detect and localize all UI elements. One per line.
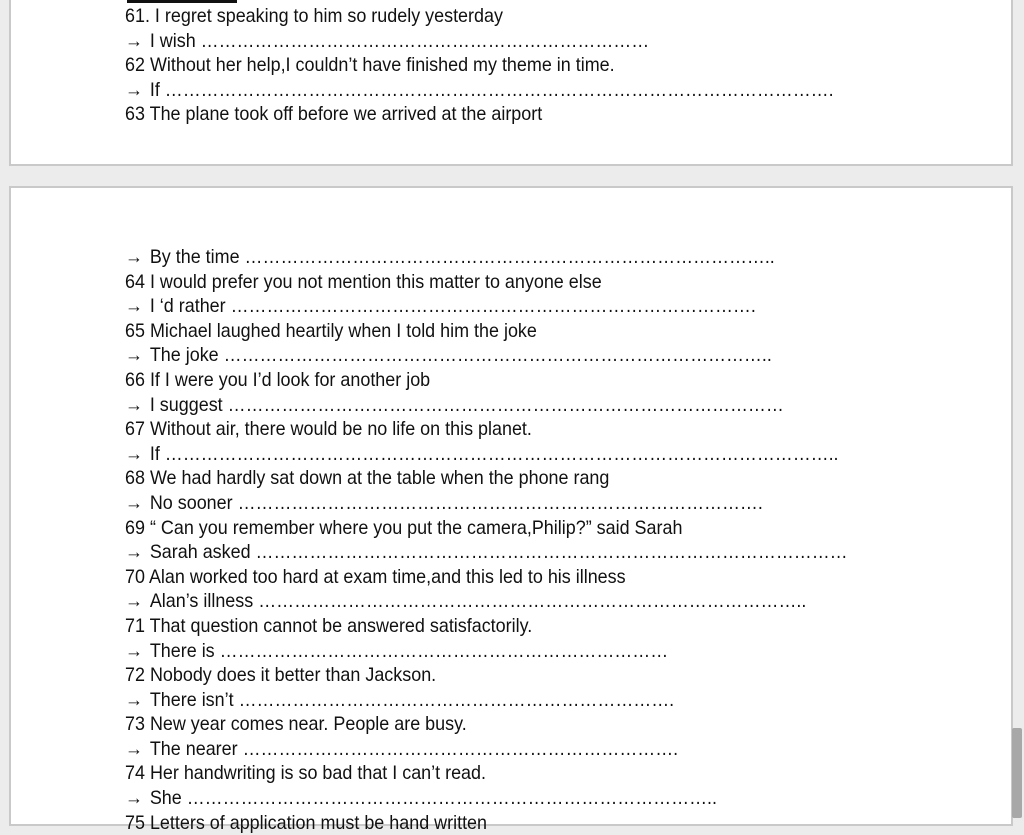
arrow-right-icon: → xyxy=(125,491,143,514)
question-line: 64 I would prefer you not mention this matter to anyone else xyxy=(125,270,602,293)
answer-line: → No sooner ……………………………………………………………………………. xyxy=(125,491,763,514)
question-line: 63 The plane took off before we arrived at the airport xyxy=(125,103,543,126)
page-2-text xyxy=(125,245,848,835)
arrow-right-icon: → xyxy=(125,295,143,318)
question-line: 72 Nobody does it better than Jackson. xyxy=(125,664,437,687)
question-line: 66 If I were you I’d look for another job xyxy=(125,368,431,391)
question-line: 61. I regret speaking to him so rudely yesterday xyxy=(125,5,503,27)
arrow-right-icon: → xyxy=(125,639,143,662)
arrow-right-icon: → xyxy=(125,442,143,465)
answer-line: → If ………………………………………………………………………………………………….. xyxy=(125,442,839,465)
answer-line: → The nearer ………………………………………………………………. xyxy=(125,737,679,760)
answer-line: → If …………………………………………………………………………………………………. xyxy=(125,78,834,101)
answer-line: → Alan’s illness ……………………………………………………………………………….. xyxy=(125,590,807,613)
arrow-right-icon: → xyxy=(125,541,143,564)
arrow-right-icon: → xyxy=(125,344,143,367)
question-line: 70 Alan worked too hard at exam time,and this led to his illness xyxy=(125,565,626,588)
arrow-right-icon: → xyxy=(125,78,143,101)
answer-line: → By the time …………………………………………………………………………….. xyxy=(125,246,775,268)
vertical-scrollbar[interactable] xyxy=(1013,0,1024,814)
arrow-right-icon: → xyxy=(125,787,143,810)
answer-line: → The joke ……………………………………………………………………………….. xyxy=(125,344,772,367)
question-line: 68 We had hardly sat down at the table when the phone rang xyxy=(125,467,610,490)
answer-line: → I wish ………………………………………………………………… xyxy=(125,29,650,52)
arrow-right-icon: → xyxy=(125,688,143,711)
answer-line: → I suggest ………………………………………………………………………………… xyxy=(125,393,784,416)
question-line: 74 Her handwriting is so bad that I can’t read. xyxy=(125,762,486,785)
arrow-right-icon: → xyxy=(125,590,143,613)
question-line: 69 “ Can you remember where you put the camera,Philip?” said Sarah xyxy=(125,516,683,539)
title-underline xyxy=(127,0,237,3)
arrow-right-icon: → xyxy=(125,737,143,760)
scrollbar-thumb[interactable] xyxy=(1012,728,1022,818)
question-line: 65 Michael laughed heartily when I told him the joke xyxy=(125,319,537,342)
arrow-right-icon: → xyxy=(125,29,143,52)
arrow-right-icon: → xyxy=(125,246,143,268)
document-page-2 xyxy=(9,186,1013,834)
document-page-1 xyxy=(9,0,1013,166)
answer-line: → Sarah asked ……………………………………………………………………………………… xyxy=(125,541,848,564)
question-line: 67 Without air, there would be no life on this planet. xyxy=(125,418,532,441)
question-line: 62 Without her help,I couldn’t have finished my theme in time. xyxy=(125,54,615,77)
answer-line: → I ‘d rather ……………………………………………………………………………. xyxy=(125,295,756,318)
answer-line: → There is ………………………………………………………………… xyxy=(125,639,669,662)
question-line: 75 Letters of application must be hand written xyxy=(125,811,488,834)
question-line: 73 New year comes near. People are busy. xyxy=(125,713,467,736)
page-1-text xyxy=(125,4,834,127)
question-line: 71 That question cannot be answered satisfactorily. xyxy=(125,614,533,637)
answer-line: → There isn’t ………………………………………………………………. xyxy=(125,688,675,711)
arrow-right-icon: → xyxy=(125,393,143,416)
answer-line: → She …………………………………………………………………………….. xyxy=(125,787,717,810)
